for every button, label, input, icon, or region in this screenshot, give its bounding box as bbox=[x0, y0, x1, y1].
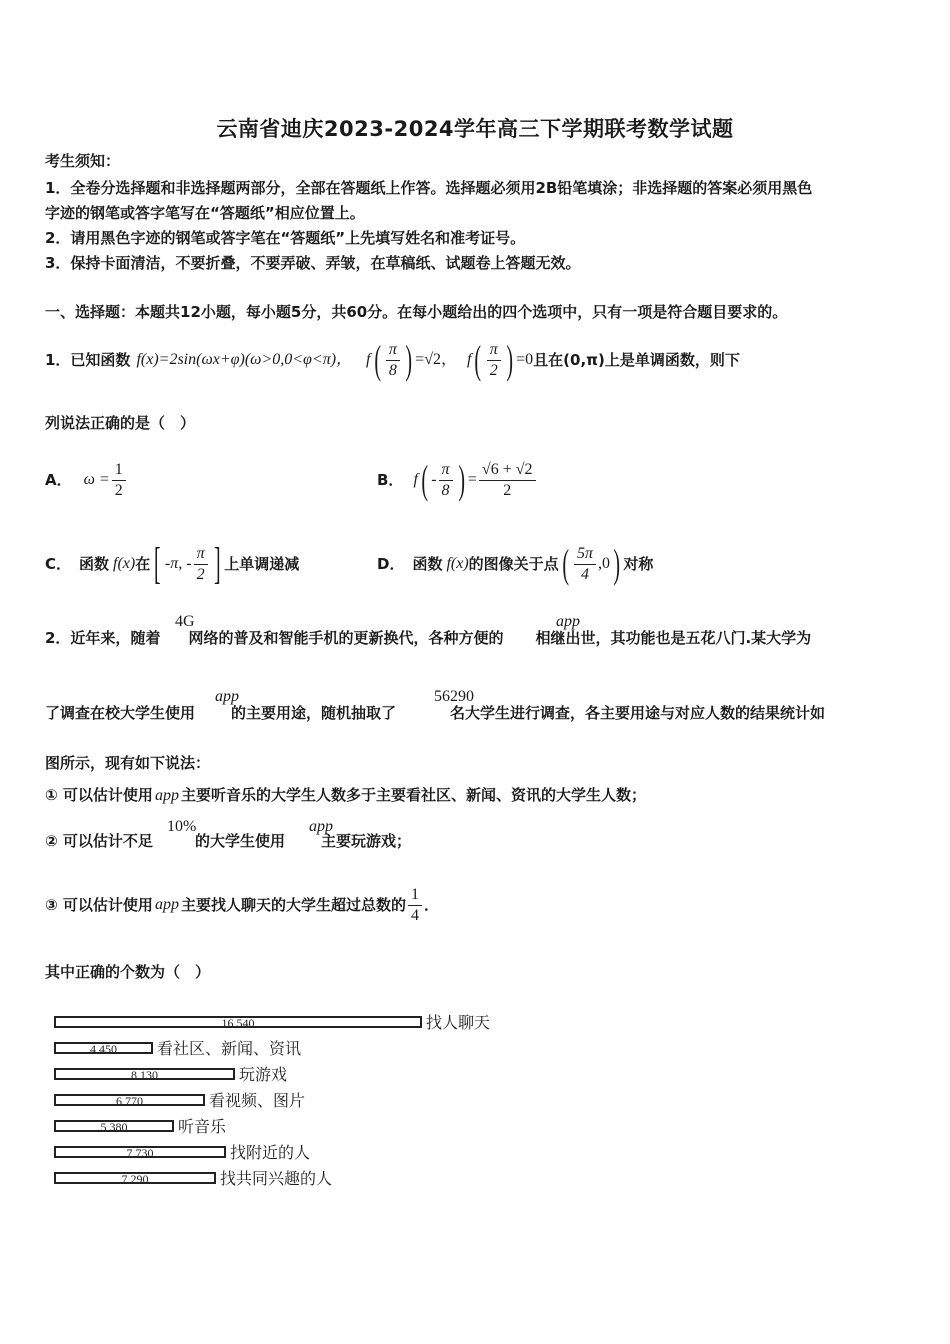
bar-category-label: 看社区、新闻、资讯 bbox=[157, 1039, 302, 1058]
bar-value-label: 5 380 bbox=[100, 1120, 128, 1134]
option-d-text: 函数 bbox=[412, 555, 443, 573]
point-zero: ,0 bbox=[598, 555, 611, 572]
bar-3 bbox=[54, 1094, 205, 1106]
bar-2 bbox=[54, 1068, 235, 1080]
q2-text-a: 2．近年来，随着 bbox=[45, 629, 161, 647]
notice-heading: 考生须知： bbox=[45, 152, 121, 170]
notice-item-3: 3．保持卡面清洁，不要折叠，不要弄破、弄皱，在草稿纸、试题卷上答题无效。 bbox=[45, 254, 581, 272]
q1-tail: 且在(0,π)上是单调函数，则下 bbox=[533, 351, 740, 369]
bar-value-label: 6 770 bbox=[116, 1094, 143, 1108]
s1-a: ① 可以估计使用 bbox=[45, 786, 153, 804]
right-paren: ) bbox=[506, 337, 513, 382]
q1-eq-zero: =0 bbox=[516, 351, 534, 368]
sup-56290: 56290 bbox=[434, 688, 474, 705]
s3-app: app bbox=[154, 896, 179, 913]
s2-b: 的大学生使用 bbox=[194, 832, 285, 850]
s3-b: 主要找人聊天的大学生超过总数的 bbox=[180, 896, 406, 914]
q1-function: f(x)=2sin(ωx+φ)(ω>0,0<φ<π)， bbox=[136, 351, 353, 368]
frac-1-2: $\frac{1}{2}$ bbox=[112, 460, 126, 501]
s2-c: 主要玩游戏； bbox=[320, 832, 411, 850]
q2-text-c: 相继出世，其功能也是五花八门.某大学为 bbox=[535, 629, 812, 647]
option-b bbox=[377, 452, 538, 508]
question-2-ask: 其中正确的个数为（ ） bbox=[45, 963, 211, 981]
option-c-tail: 上单调递减 bbox=[224, 555, 300, 573]
q2-line2-a: 了调查在校大学生使用 bbox=[45, 704, 196, 722]
notice-item-1: 1．全卷分选择题和非选择题两部分，全部在答题纸上作答。选择题必须用2B铅笔填涂；非选择题的答案必须用黑色 bbox=[45, 179, 813, 197]
bar-0 bbox=[54, 1016, 422, 1028]
q1-comma: ， bbox=[440, 351, 457, 368]
bar-category-label: 玩游戏 bbox=[239, 1065, 288, 1084]
option-a-label: A． bbox=[45, 471, 72, 489]
frac-sqrt6-plus-sqrt2: $\frac{√6 + √2}{2}$ bbox=[479, 460, 536, 501]
q1-f2: f bbox=[467, 351, 472, 368]
frac-pi-8: $\frac{\pi}{8}$ bbox=[386, 340, 400, 381]
option-d bbox=[377, 535, 653, 593]
bar-category-label: 找人聊天 bbox=[426, 1013, 491, 1032]
equals: = bbox=[467, 471, 477, 488]
option-c bbox=[45, 535, 299, 593]
bar-category-label: 找附近的人 bbox=[230, 1143, 311, 1162]
option-d-fx: f(x) bbox=[446, 555, 469, 572]
bar-5 bbox=[54, 1146, 226, 1158]
page-title: 云南省迪庆2023-2024学年高三下学期联考数学试题 bbox=[216, 117, 734, 141]
bar-value-label: 4 450 bbox=[90, 1042, 117, 1056]
minus-sign: - bbox=[431, 471, 437, 488]
bar-value-label: 16 540 bbox=[221, 1016, 255, 1030]
section-heading: 一、选择题：本题共12小题，每小题5分，共60分。在每小题给出的四个选项中，只有一项是符合题目要求的。 bbox=[45, 303, 788, 321]
statement-3 bbox=[45, 880, 439, 930]
statement-1 bbox=[45, 783, 646, 808]
q2-line2-b: 的主要用途，随机抽取了 bbox=[231, 704, 397, 722]
option-c-in: 在 bbox=[135, 555, 151, 573]
bar-category-label: 找共同兴趣的人 bbox=[220, 1169, 333, 1188]
s3-a: ③ 可以估计使用 bbox=[45, 896, 153, 914]
bar-category-label: 听音乐 bbox=[178, 1117, 227, 1136]
right-paren: ) bbox=[613, 541, 621, 586]
s1-app: app bbox=[154, 787, 179, 804]
option-b-f: f bbox=[413, 471, 418, 488]
left-bracket: [ bbox=[154, 539, 161, 588]
sup-app: app bbox=[556, 613, 580, 630]
sup-app: app bbox=[215, 688, 239, 705]
question-2-stem bbox=[45, 626, 811, 650]
option-c-text: 函数 bbox=[79, 555, 110, 573]
question-1-stem-cont: 列说法正确的是（ ） bbox=[45, 414, 196, 432]
option-d-tail: 对称 bbox=[623, 555, 654, 573]
bar-chart bbox=[54, 1010, 514, 1200]
s2-a: ② 可以估计不足 bbox=[45, 832, 153, 850]
frac-5pi-4: $\frac{5\pi}{4}$ bbox=[574, 544, 596, 585]
omega-eq: ω = bbox=[83, 471, 110, 488]
bar-value-label: 7 290 bbox=[121, 1172, 149, 1186]
left-paren: ( bbox=[562, 541, 569, 586]
frac-pi-2: $\frac{\pi}{2}$ bbox=[487, 340, 501, 381]
right-bracket: ] bbox=[213, 539, 221, 588]
interval-left: -π, - bbox=[164, 555, 192, 572]
frac-1-4: $\frac{1}{4}$ bbox=[408, 885, 422, 926]
right-paren: ) bbox=[405, 337, 412, 382]
option-c-label: C． bbox=[45, 555, 72, 573]
bar-4 bbox=[54, 1120, 174, 1132]
s1-b: 主要听音乐的大学生人数多于主要看社区、新闻、资讯的大学生人数； bbox=[180, 786, 646, 804]
notice-item-2: 2．请用黑色字迹的钢笔或答字笔在“答题纸”上先填写姓名和准考证号。 bbox=[45, 229, 526, 247]
left-paren: ( bbox=[474, 337, 482, 382]
option-c-fx: f(x) bbox=[113, 555, 136, 572]
bar-1 bbox=[54, 1042, 153, 1054]
s3-end: ． bbox=[423, 896, 439, 914]
bar-category-label: 看视频、图片 bbox=[209, 1091, 306, 1110]
sup-4g: 4G bbox=[175, 613, 195, 630]
bar-value-label: 7 730 bbox=[126, 1146, 154, 1160]
q1-f1: f bbox=[366, 351, 371, 368]
notice-item-1-cont: 字迹的钢笔或答字笔写在“答题纸”相应位置上。 bbox=[45, 204, 365, 222]
q2-text-b: 网络的普及和智能手机的更新换代，各种方便的 bbox=[188, 629, 504, 647]
bar-6 bbox=[54, 1172, 216, 1184]
statement-2 bbox=[45, 829, 411, 853]
sup-app: app bbox=[309, 818, 333, 835]
option-d-label: D． bbox=[377, 555, 405, 573]
option-b-label: B． bbox=[377, 471, 404, 489]
option-a bbox=[45, 452, 128, 508]
q1-eq-sqrt2: =√2 bbox=[415, 351, 441, 368]
right-paren: ) bbox=[457, 457, 465, 502]
frac-pi-8: $\frac{\pi}{8}$ bbox=[439, 460, 453, 501]
question-2-stem-end: 图所示，现有如下说法： bbox=[45, 754, 211, 772]
frac-pi-2: $\frac{\pi}{2}$ bbox=[194, 544, 208, 585]
left-paren: ( bbox=[421, 457, 428, 502]
option-d-text2: 的图像关于点 bbox=[468, 555, 559, 573]
bar-value-label: 8 130 bbox=[131, 1068, 158, 1082]
question-1-stem bbox=[45, 337, 740, 382]
left-paren: ( bbox=[373, 337, 381, 382]
sup-10pct: 10% bbox=[167, 818, 197, 835]
q1-prefix: 1．已知函数 bbox=[45, 351, 131, 369]
q2-line2-c: 名大学生进行调查，各主要用途与对应人数的结果统计如 bbox=[450, 704, 826, 722]
